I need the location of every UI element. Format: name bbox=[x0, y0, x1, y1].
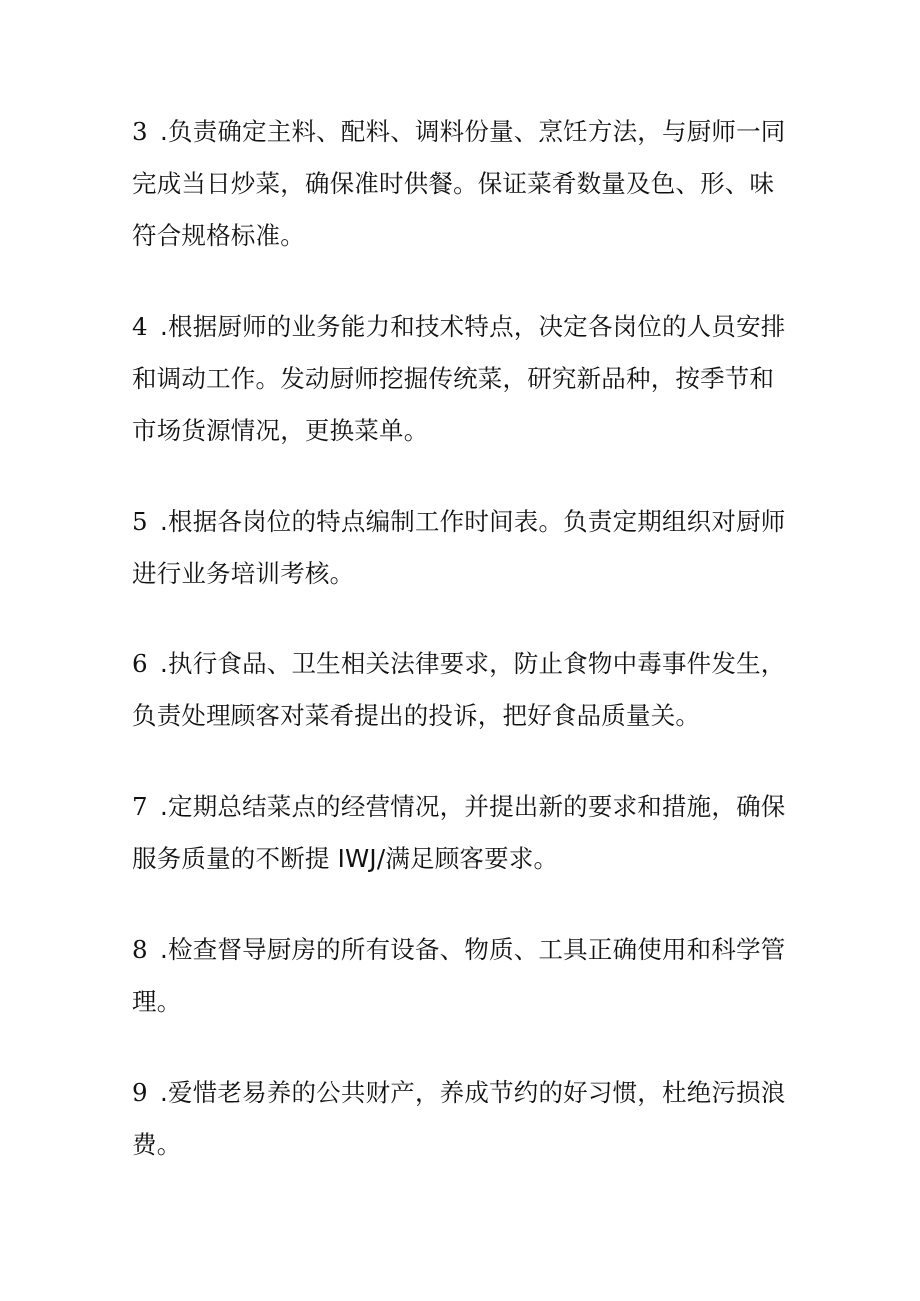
item-number: 5 bbox=[132, 507, 148, 536]
item-text: .根据厨师的业务能力和技术特点，决定各岗位的人员安排和调动工作。发动厨师挖掘传统菜，研究新品种，按季节和市场货源情况，更换菜单。 bbox=[132, 312, 786, 445]
list-item-9 bbox=[132, 1067, 792, 1171]
item-number: 9 bbox=[132, 1078, 148, 1107]
list-item-3 bbox=[132, 106, 792, 262]
list-item-5 bbox=[132, 496, 792, 600]
list-item-8 bbox=[132, 924, 792, 1028]
item-text: .执行食品、卫生相关法律要求，防止食物中毒事件发生，负责处理顾客对菜肴提出的投诉，把好食品质量关。 bbox=[132, 649, 786, 730]
item-text: .根据各岗位的特点编制工作时间表。负责定期组织对厨师进行业务培训考核。 bbox=[132, 507, 786, 588]
item-text: .定期总结菜点的经营情况，并提出新的要求和措施，确保服务质量的不断提 IWJ/满足顾客要求。 bbox=[132, 792, 786, 873]
item-number: 8 bbox=[132, 935, 148, 964]
item-number: 3 bbox=[132, 117, 148, 146]
list-item-6 bbox=[132, 638, 792, 742]
list-item-4 bbox=[132, 301, 792, 457]
item-number: 7 bbox=[132, 792, 148, 821]
item-text: .爱惜老易养的公共财产，养成节约的好习惯，杜绝污损浪费。 bbox=[132, 1078, 786, 1159]
item-number: 4 bbox=[132, 312, 148, 341]
item-text: .检查督导厨房的所有设备、物质、工具正确使用和科学管理。 bbox=[132, 935, 786, 1016]
item-number: 6 bbox=[132, 649, 148, 678]
item-text: .负责确定主料、配料、调料份量、烹饪方法，与厨师一同完成当日炒菜，确保准时供餐。保证菜肴数量及色、形、味符合规格标准。 bbox=[132, 117, 786, 250]
list-item-7 bbox=[132, 781, 792, 885]
